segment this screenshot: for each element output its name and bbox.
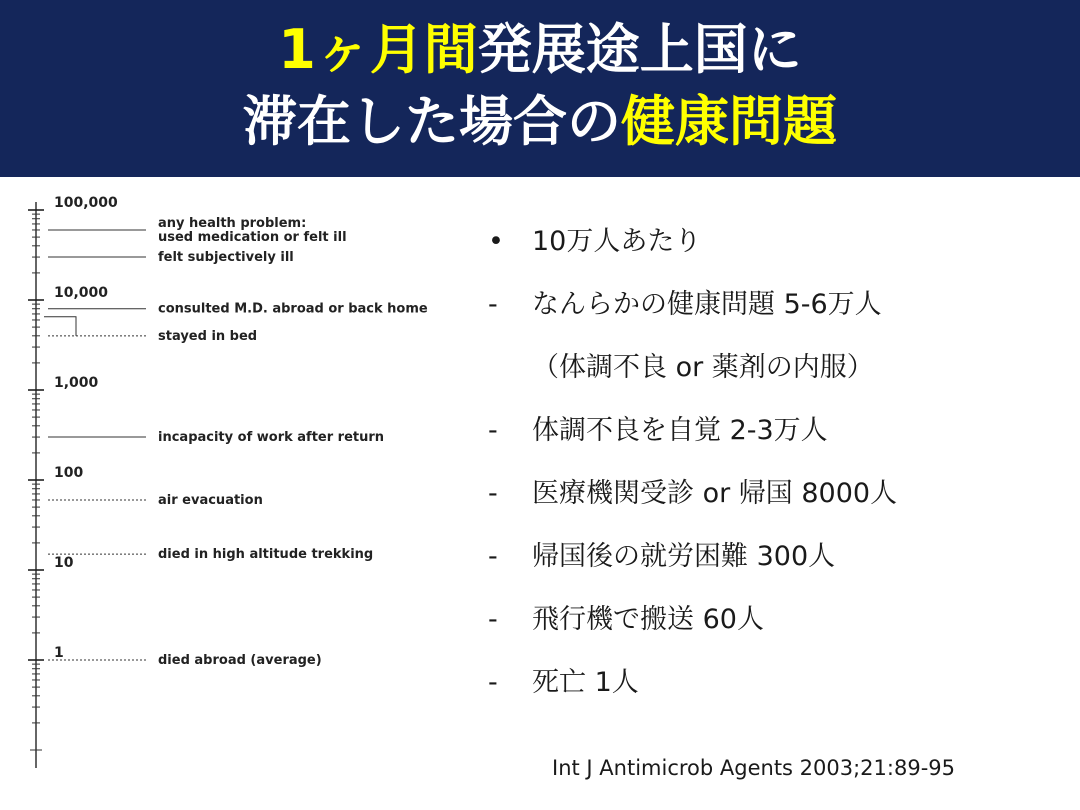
bullet-marker: - [488,289,498,320]
scale-tick-label: 10 [54,555,74,571]
bullet-marker: • [488,226,504,257]
scale-tick-label: 1,000 [54,375,99,391]
title-text-1: 発展途上国に [477,18,802,81]
scale-bracket-line [44,317,76,336]
scale-tick-label: 100 [54,465,84,481]
bullet-marker: - [488,667,498,698]
scale-level-label: used medication or felt ill [158,229,347,245]
list-item [480,462,1070,525]
bullet-text: 医療機関受診 or 帰国 8000人 [532,478,898,509]
list-item [480,273,1070,336]
title-line-2 [0,92,1080,152]
list-item [480,336,1070,399]
scale-level-label: incapacity of work after return [158,430,385,446]
list-item [480,651,1070,714]
scale-level-label: air evacuation [158,492,263,508]
scale-level-label: felt subjectively ill [158,250,294,266]
bullet-text: 帰国後の就労困難 300人 [532,541,836,572]
scale-tick-label: 1 [54,645,64,661]
list-item [480,399,1070,462]
bullet-text: （体調不良 or 薬剤の内服） [532,352,874,383]
incidence-scale-diagram [0,190,470,780]
scale-level-label: stayed in bed [158,328,258,344]
list-item [480,210,1070,273]
bullet-marker: - [488,478,498,509]
list-item [480,588,1070,651]
title-line-1 [0,20,1080,80]
bullet-marker: - [488,604,498,635]
bullet-text: 死亡 1人 [532,667,639,698]
scale-level-label: died abroad (average) [158,653,322,668]
scale-level-label: died in high altitude trekking [158,547,374,563]
list-item [480,525,1070,588]
title-banner [0,0,1080,177]
bullet-text: 10万人あたり [532,226,702,257]
bullet-text: 飛行機で搬送 60人 [532,604,764,635]
scale-level-label: any health problem: [158,215,307,231]
title-text-2: 滞在した場合の [243,90,621,153]
scale-level-label: consulted M.D. abroad or back home [158,301,428,317]
bullet-marker: - [488,415,498,446]
scale-tick-label: 10,000 [54,285,109,301]
bullet-text: 体調不良を自覚 2-3万人 [532,415,828,446]
title-highlight-2: 健康問題 [621,90,837,153]
bullet-marker: - [488,541,498,572]
bullet-list [480,210,1070,714]
title-highlight-1: 1ヶ月間 [278,18,478,81]
bullet-text: なんらかの健康問題 5-6万人 [532,289,882,320]
scale-tick-label: 100,000 [54,195,118,211]
citation: Int J Antimicrob Agents 2003;21:89-95 [552,756,955,780]
